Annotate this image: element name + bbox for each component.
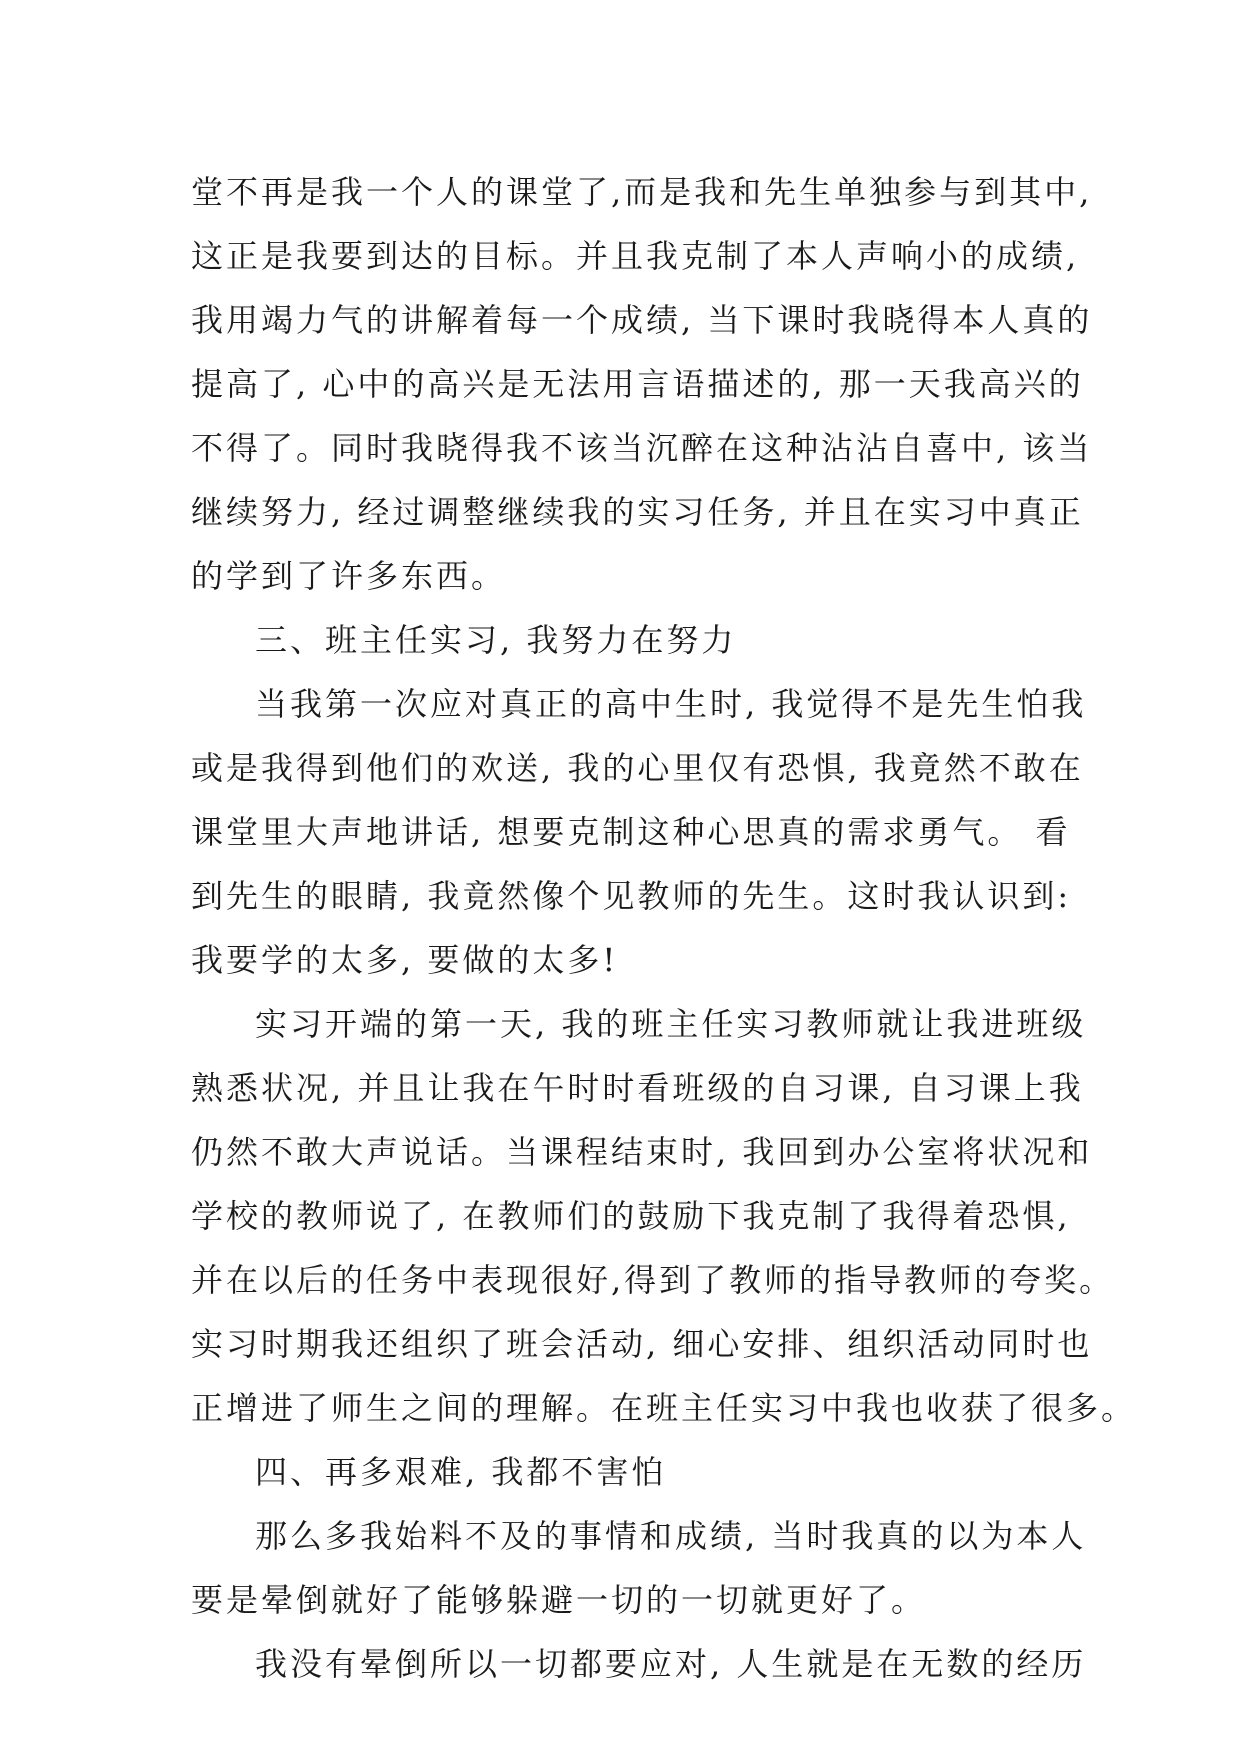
text-line: 我没有晕倒所以一切都要应对, 人生就是在无数的经历 bbox=[255, 1645, 1087, 1683]
text-line: 提高了, 心中的高兴是无法用言语描述的, 那一天我高兴的 bbox=[191, 365, 1084, 403]
text-line: 三、班主任实习, 我努力在努力 bbox=[255, 621, 737, 659]
body-text bbox=[191, 160, 1137, 1696]
text-line: 到先生的眼睛, 我竟然像个见教师的先生。这时我认识到: bbox=[191, 877, 1072, 915]
text-line: 那么多我始料不及的事情和成绩, 当时我真的以为本人 bbox=[255, 1517, 1087, 1555]
text-line: 这正是我要到达的目标。并且我克制了本人声响小的成绩, bbox=[191, 237, 1080, 275]
text-line: 四、再多艰难, 我都不害怕 bbox=[255, 1453, 667, 1491]
text-line: 我要学的太多, 要做的太多! bbox=[191, 941, 619, 979]
text-line: 当我第一次应对真正的高中生时, 我觉得不是先生怕我 bbox=[255, 685, 1087, 723]
text-line: 不得了。同时我晓得我不该当沉醉在这种沾沾自喜中, 该当 bbox=[191, 429, 1093, 467]
text-line: 堂不再是我一个人的课堂了,而是我和先生单独参与到其中, bbox=[191, 173, 1093, 211]
text-line: 我用竭力气的讲解着每一个成绩, 当下课时我晓得本人真的 bbox=[191, 301, 1093, 339]
text-line: 或是我得到他们的欢送, 我的心里仅有恐惧, 我竟然不敢在 bbox=[191, 749, 1084, 787]
text-line: 熟悉状况, 并且让我在午时时看班级的自习课, 自习课上我 bbox=[191, 1069, 1084, 1107]
text-line: 正增进了师生之间的理解。在班主任实习中我也收获了很多。 bbox=[191, 1389, 1137, 1427]
text-line: 仍然不敢大声说话。当课程结束时, 我回到办公室将状况和 bbox=[191, 1133, 1093, 1171]
text-line: 并在以后的任务中表现很好,得到了教师的指导教师的夸奖。 bbox=[191, 1261, 1115, 1299]
text-line: 实习时期我还组织了班会活动, 细心安排、组织活动同时也 bbox=[191, 1325, 1093, 1363]
text-line: 继续努力, 经过调整继续我的实习任务, 并且在实习中真正 bbox=[191, 493, 1084, 531]
text-line: 实习开端的第一天, 我的班主任实习教师就让我进班级 bbox=[255, 1005, 1087, 1043]
text-line: 要是晕倒就好了能够躲避一切的一切就更好了。 bbox=[191, 1581, 927, 1619]
text-line: 课堂里大声地讲话, 想要克制这种心思真的需求勇气。 看 bbox=[191, 813, 1071, 851]
text-line: 的学到了许多东西。 bbox=[191, 557, 507, 595]
text-line: 学校的教师说了, 在教师们的鼓励下我克制了我得着恐惧, bbox=[191, 1197, 1071, 1235]
